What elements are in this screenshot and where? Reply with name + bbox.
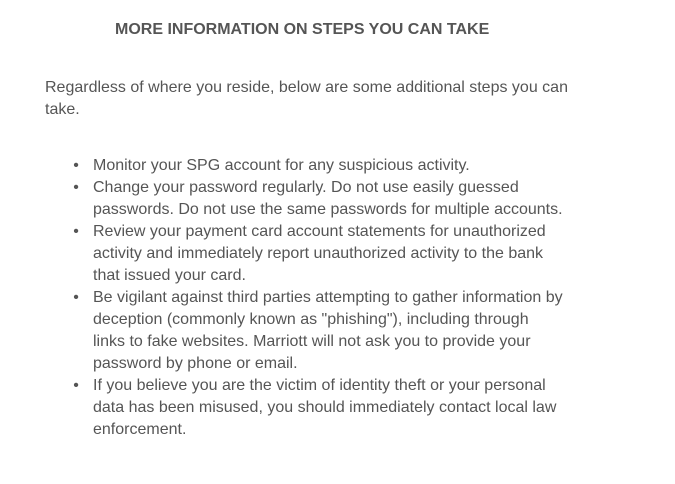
list-item-text: Change your password regularly. Do not use easily guessed passwords. Do not use the same passwords for multiple accounts. xyxy=(93,179,563,218)
list-item-text: Review your payment card account statements for unauthorized activity and immediately report unauthorized activity to the bank that issued your card. xyxy=(93,223,546,284)
steps-list xyxy=(45,155,565,441)
list-item-text: If you believe you are the victim of identity theft or your personal data has been misused, you should immediately contact local law enforcement. xyxy=(93,377,557,438)
bullet-icon: • xyxy=(73,223,79,240)
bullet-icon: • xyxy=(73,377,79,394)
list-item xyxy=(45,287,565,375)
bullet-icon: • xyxy=(73,157,79,174)
list-item-text: Be vigilant against third parties attempting to gather information by deception (commonly known as "phishing"), including through links to fake websites. Marriott will not ask you to provide your password by phone or email. xyxy=(93,289,563,372)
bullet-icon: • xyxy=(73,289,79,306)
list-item-text: Monitor your SPG account for any suspicious activity. xyxy=(93,157,470,174)
list-item xyxy=(45,221,565,287)
bullet-icon: • xyxy=(73,179,79,196)
intro-paragraph: Regardless of where you reside, below are some additional steps you can take. xyxy=(45,79,568,118)
list-item xyxy=(45,375,565,441)
list-item xyxy=(45,155,565,177)
list-item xyxy=(45,177,565,221)
section-heading: MORE INFORMATION ON STEPS YOU CAN TAKE xyxy=(115,21,490,38)
